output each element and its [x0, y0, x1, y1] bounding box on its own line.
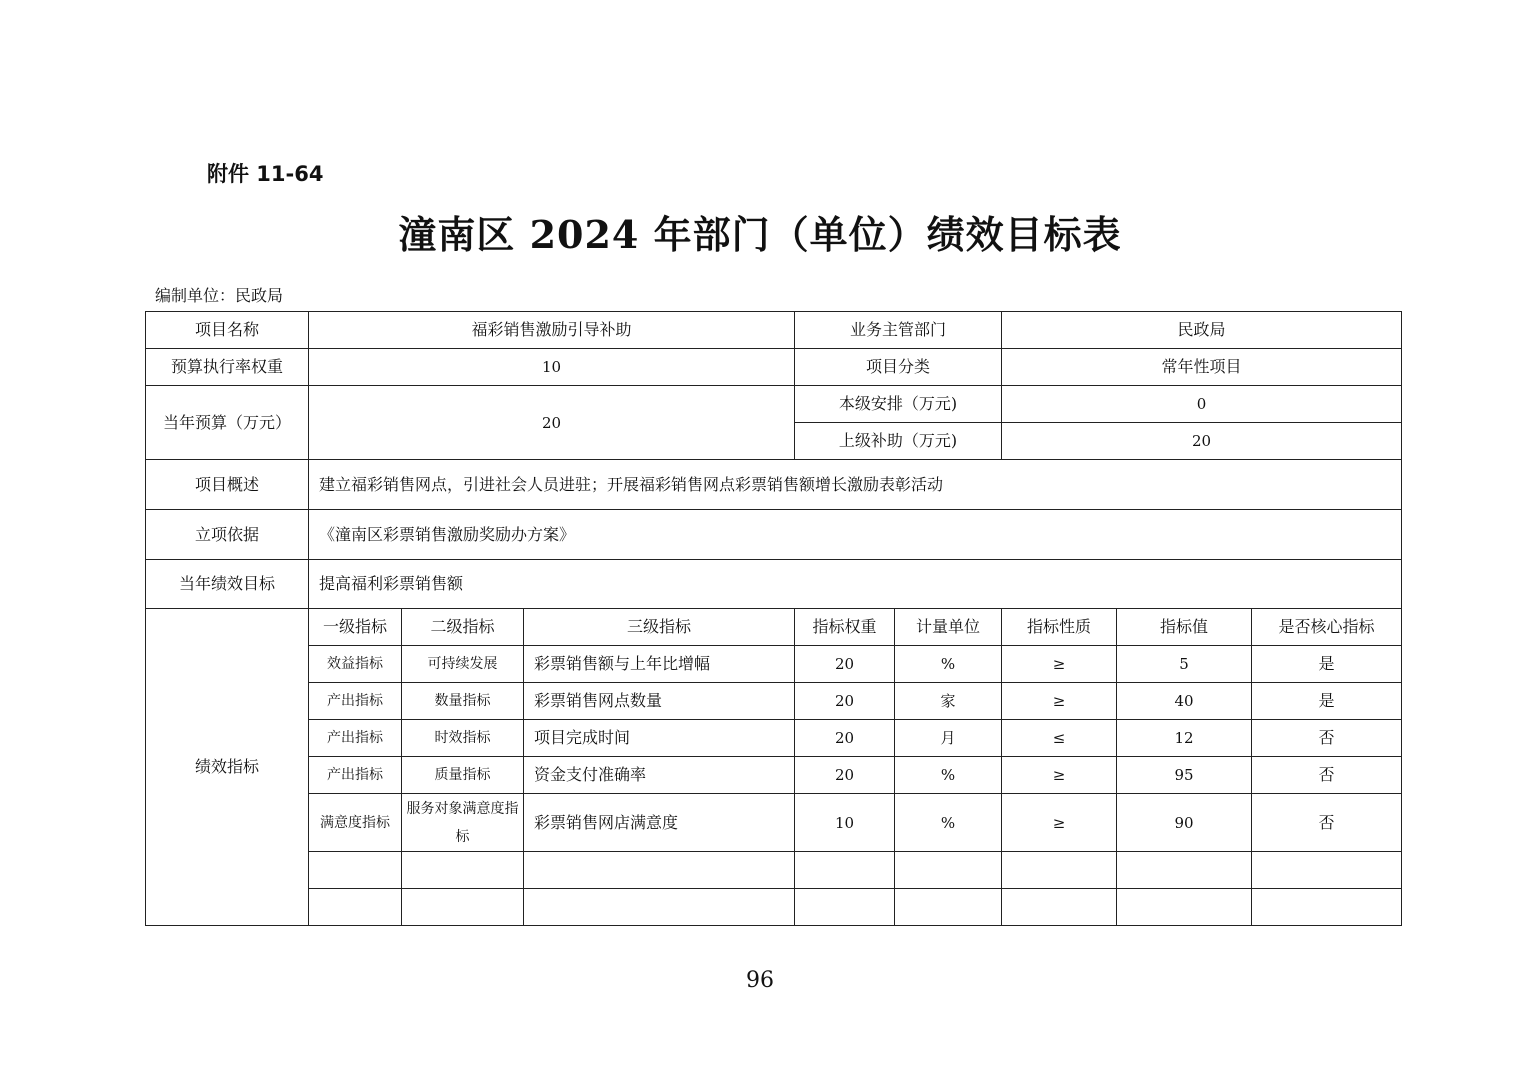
superior-label: 上级补助（万元) — [795, 423, 1002, 460]
core-cell: 否 — [1252, 757, 1402, 794]
empty-cell — [895, 889, 1002, 926]
category-value: 常年性项目 — [1002, 349, 1402, 386]
value-cell: 95 — [1117, 757, 1252, 794]
project-name-label: 项目名称 — [146, 312, 309, 349]
level3-cell: 彩票销售网点数量 — [524, 683, 795, 720]
weight-cell: 20 — [795, 720, 895, 757]
row-weight — [146, 349, 1402, 386]
row-budget-local — [146, 386, 1402, 423]
empty-cell — [402, 852, 524, 889]
value-cell: 90 — [1117, 794, 1252, 852]
level1-cell: 产出指标 — [309, 720, 402, 757]
weight-value: 10 — [309, 349, 795, 386]
nature-cell: ≥ — [1002, 683, 1117, 720]
level2-cell: 数量指标 — [402, 683, 524, 720]
performance-target-table — [145, 311, 1402, 926]
level2-cell: 时效指标 — [402, 720, 524, 757]
indicators-section-label: 绩效指标 — [146, 609, 309, 926]
value-cell: 5 — [1117, 646, 1252, 683]
table-row — [146, 683, 1402, 720]
category-label: 项目分类 — [795, 349, 1002, 386]
dept-value: 民政局 — [1002, 312, 1402, 349]
empty-cell — [524, 852, 795, 889]
basis-value: 《潼南区彩票销售激励奖励办方案》 — [309, 510, 1402, 560]
empty-cell — [402, 889, 524, 926]
compiling-unit: 编制单位：民政局 — [155, 286, 284, 305]
empty-cell — [795, 852, 895, 889]
core-cell: 否 — [1252, 720, 1402, 757]
weight-cell: 20 — [795, 683, 895, 720]
project-name-value: 福彩销售激励引导补助 — [309, 312, 795, 349]
weight-cell: 10 — [795, 794, 895, 852]
empty-row — [146, 889, 1402, 926]
row-overview — [146, 460, 1402, 510]
level1-cell: 效益指标 — [309, 646, 402, 683]
nature-cell: ≥ — [1002, 757, 1117, 794]
row-goal — [146, 560, 1402, 609]
weight-cell: 20 — [795, 646, 895, 683]
level3-cell: 彩票销售额与上年比增幅 — [524, 646, 795, 683]
unit-cell: % — [895, 794, 1002, 852]
header-nature: 指标性质 — [1002, 609, 1117, 646]
header-unit: 计量单位 — [895, 609, 1002, 646]
empty-cell — [1117, 889, 1252, 926]
header-weight: 指标权重 — [795, 609, 895, 646]
nature-cell: ≤ — [1002, 720, 1117, 757]
level2-cell: 服务对象满意度指标 — [402, 794, 524, 852]
indicator-header-row — [146, 609, 1402, 646]
goal-label: 当年绩效目标 — [146, 560, 309, 609]
overview-value: 建立福彩销售网点，引进社会人员进驻；开展福彩销售网点彩票销售额增长激励表彰活动 — [309, 460, 1402, 510]
level3-cell: 资金支付准确率 — [524, 757, 795, 794]
basis-label: 立项依据 — [146, 510, 309, 560]
header-value: 指标值 — [1117, 609, 1252, 646]
empty-cell — [309, 852, 402, 889]
table-row — [146, 794, 1402, 852]
level3-cell: 项目完成时间 — [524, 720, 795, 757]
value-cell: 40 — [1117, 683, 1252, 720]
core-cell: 是 — [1252, 646, 1402, 683]
page-number: 96 — [746, 968, 774, 993]
header-level3: 三级指标 — [524, 609, 795, 646]
row-basis — [146, 510, 1402, 560]
local-label: 本级安排（万元) — [795, 386, 1002, 423]
nature-cell: ≥ — [1002, 646, 1117, 683]
unit-cell: % — [895, 757, 1002, 794]
level1-cell: 产出指标 — [309, 683, 402, 720]
row-project-name — [146, 312, 1402, 349]
header-level2: 二级指标 — [402, 609, 524, 646]
overview-label: 项目概述 — [146, 460, 309, 510]
unit-cell: 月 — [895, 720, 1002, 757]
weight-label: 预算执行率权重 — [146, 349, 309, 386]
level3-cell: 彩票销售网店满意度 — [524, 794, 795, 852]
header-core: 是否核心指标 — [1252, 609, 1402, 646]
dept-label: 业务主管部门 — [795, 312, 1002, 349]
core-cell: 是 — [1252, 683, 1402, 720]
empty-cell — [895, 852, 1002, 889]
level2-cell: 可持续发展 — [402, 646, 524, 683]
empty-cell — [524, 889, 795, 926]
weight-cell: 20 — [795, 757, 895, 794]
budget-value: 20 — [309, 386, 795, 460]
superior-value: 20 — [1002, 423, 1402, 460]
attachment-number: 附件 11-64 — [207, 162, 324, 186]
empty-row — [146, 852, 1402, 889]
header-level1: 一级指标 — [309, 609, 402, 646]
nature-cell: ≥ — [1002, 794, 1117, 852]
budget-label: 当年预算（万元） — [146, 386, 309, 460]
unit-cell: 家 — [895, 683, 1002, 720]
empty-cell — [795, 889, 895, 926]
goal-value: 提高福利彩票销售额 — [309, 560, 1402, 609]
value-cell: 12 — [1117, 720, 1252, 757]
table-row — [146, 757, 1402, 794]
empty-cell — [1002, 889, 1117, 926]
level1-cell: 产出指标 — [309, 757, 402, 794]
empty-cell — [1117, 852, 1252, 889]
page-title: 潼南区 2024 年部门（单位）绩效目标表 — [398, 212, 1122, 257]
core-cell: 否 — [1252, 794, 1402, 852]
level1-cell: 满意度指标 — [309, 794, 402, 852]
unit-cell: % — [895, 646, 1002, 683]
empty-cell — [1252, 889, 1402, 926]
table-row — [146, 646, 1402, 683]
empty-cell — [309, 889, 402, 926]
empty-cell — [1252, 852, 1402, 889]
level2-cell: 质量指标 — [402, 757, 524, 794]
empty-cell — [1002, 852, 1117, 889]
table-row — [146, 720, 1402, 757]
local-value: 0 — [1002, 386, 1402, 423]
